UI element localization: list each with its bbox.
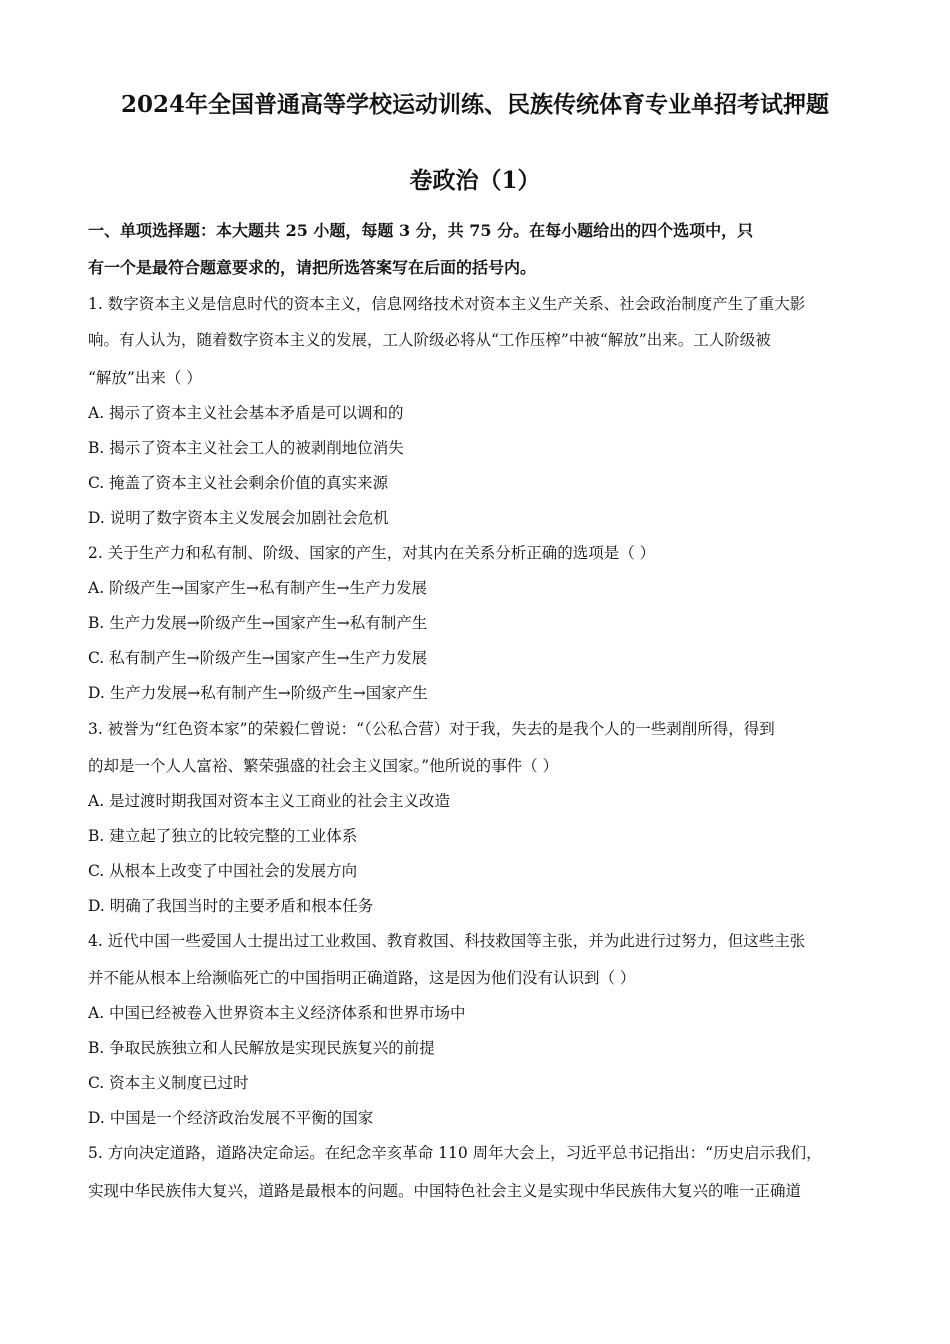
option-c: C. 资本主义制度已过时 bbox=[88, 1074, 249, 1092]
option-a: A. 中国已经被卷入世界资本主义经济体系和世界市场中 bbox=[88, 1004, 466, 1022]
option-b: B. 生产力发展→阶级产生→国家产生→私有制产生 bbox=[88, 614, 428, 632]
option-d: D. 中国是一个经济政治发展不平衡的国家 bbox=[88, 1109, 374, 1127]
option-c: C. 掩盖了资本主义社会剩余价值的真实来源 bbox=[88, 474, 389, 492]
option-b: B. 揭示了资本主义社会工人的被剥削地位消失 bbox=[88, 439, 404, 457]
section-heading-line-2: 有一个是最符合题意要求的，请把所选答案写在后面的括号内。 bbox=[88, 258, 537, 277]
question-stem-line: 1. 数字资本主义是信息时代的资本主义，信息网络技术对资本主义生产关系、社会政治制度产生了重大影 bbox=[88, 295, 806, 313]
question-stem-line: 3. 被誉为“红色资本家”的荣毅仁曾说：“（公私合营）对于我，失去的是我个人的一些剥削所得，得到 bbox=[88, 720, 775, 738]
question-stem-line: 实现中华民族伟大复兴，道路是最根本的问题。中国特色社会主义是实现中华民族伟大复兴的唯一正确道 bbox=[88, 1182, 802, 1200]
option-c: C. 私有制产生→阶级产生→国家产生→生产力发展 bbox=[88, 649, 428, 667]
section-heading-line-1: 一、单项选择题：本大题共 25 小题，每题 3 分，共 75 分。在每小题给出的四个选项中，只 bbox=[88, 221, 754, 240]
option-c: C. 从根本上改变了中国社会的发展方向 bbox=[88, 862, 358, 880]
option-b: B. 争取民族独立和人民解放是实现民族复兴的前提 bbox=[88, 1039, 435, 1057]
option-b: B. 建立起了独立的比较完整的工业体系 bbox=[88, 827, 358, 845]
option-a: A. 是过渡时期我国对资本主义工商业的社会主义改造 bbox=[88, 792, 451, 810]
option-a: A. 揭示了资本主义社会基本矛盾是可以调和的 bbox=[88, 404, 404, 422]
option-d: D. 生产力发展→私有制产生→阶级产生→国家产生 bbox=[88, 684, 428, 702]
option-d: D. 说明了数字资本主义发展会加剧社会危机 bbox=[88, 509, 389, 527]
question-stem-line: 5. 方向决定道路，道路决定命运。在纪念辛亥革命 110 周年大会上，习近平总书记指出：“历史启示我们， bbox=[88, 1144, 822, 1162]
question-stem-line: 响。有人认为，随着数字资本主义的发展，工人阶级必将从“工作压榨”中被“解放”出来。工人阶级被 bbox=[88, 331, 771, 349]
option-d: D. 明确了我国当时的主要矛盾和根本任务 bbox=[88, 897, 374, 915]
question-stem-line: 的却是一个人人富裕、繁荣强盛的社会主义国家。”他所说的事件（ ） bbox=[88, 757, 559, 775]
document-title-line-1: 2024年全国普通高等学校运动训练、民族传统体育专业单招考试押题 bbox=[120, 91, 829, 118]
option-a: A. 阶级产生→国家产生→私有制产生→生产力发展 bbox=[88, 579, 428, 597]
question-stem-line: 2. 关于生产力和私有制、阶级、国家的产生，对其内在关系分析正确的选项是（ ） bbox=[88, 544, 656, 562]
document-title-line-2: 卷政治（1） bbox=[409, 167, 541, 194]
question-stem-line: 4. 近代中国一些爱国人士提出过工业救国、教育救国、科技救国等主张，并为此进行过努力，但这些主张 bbox=[88, 932, 806, 950]
question-stem-line: 并不能从根本上给濒临死亡的中国指明正确道路，这是因为他们没有认识到（ ） bbox=[88, 969, 636, 987]
question-stem-line: “解放”出来（ ） bbox=[88, 369, 202, 387]
